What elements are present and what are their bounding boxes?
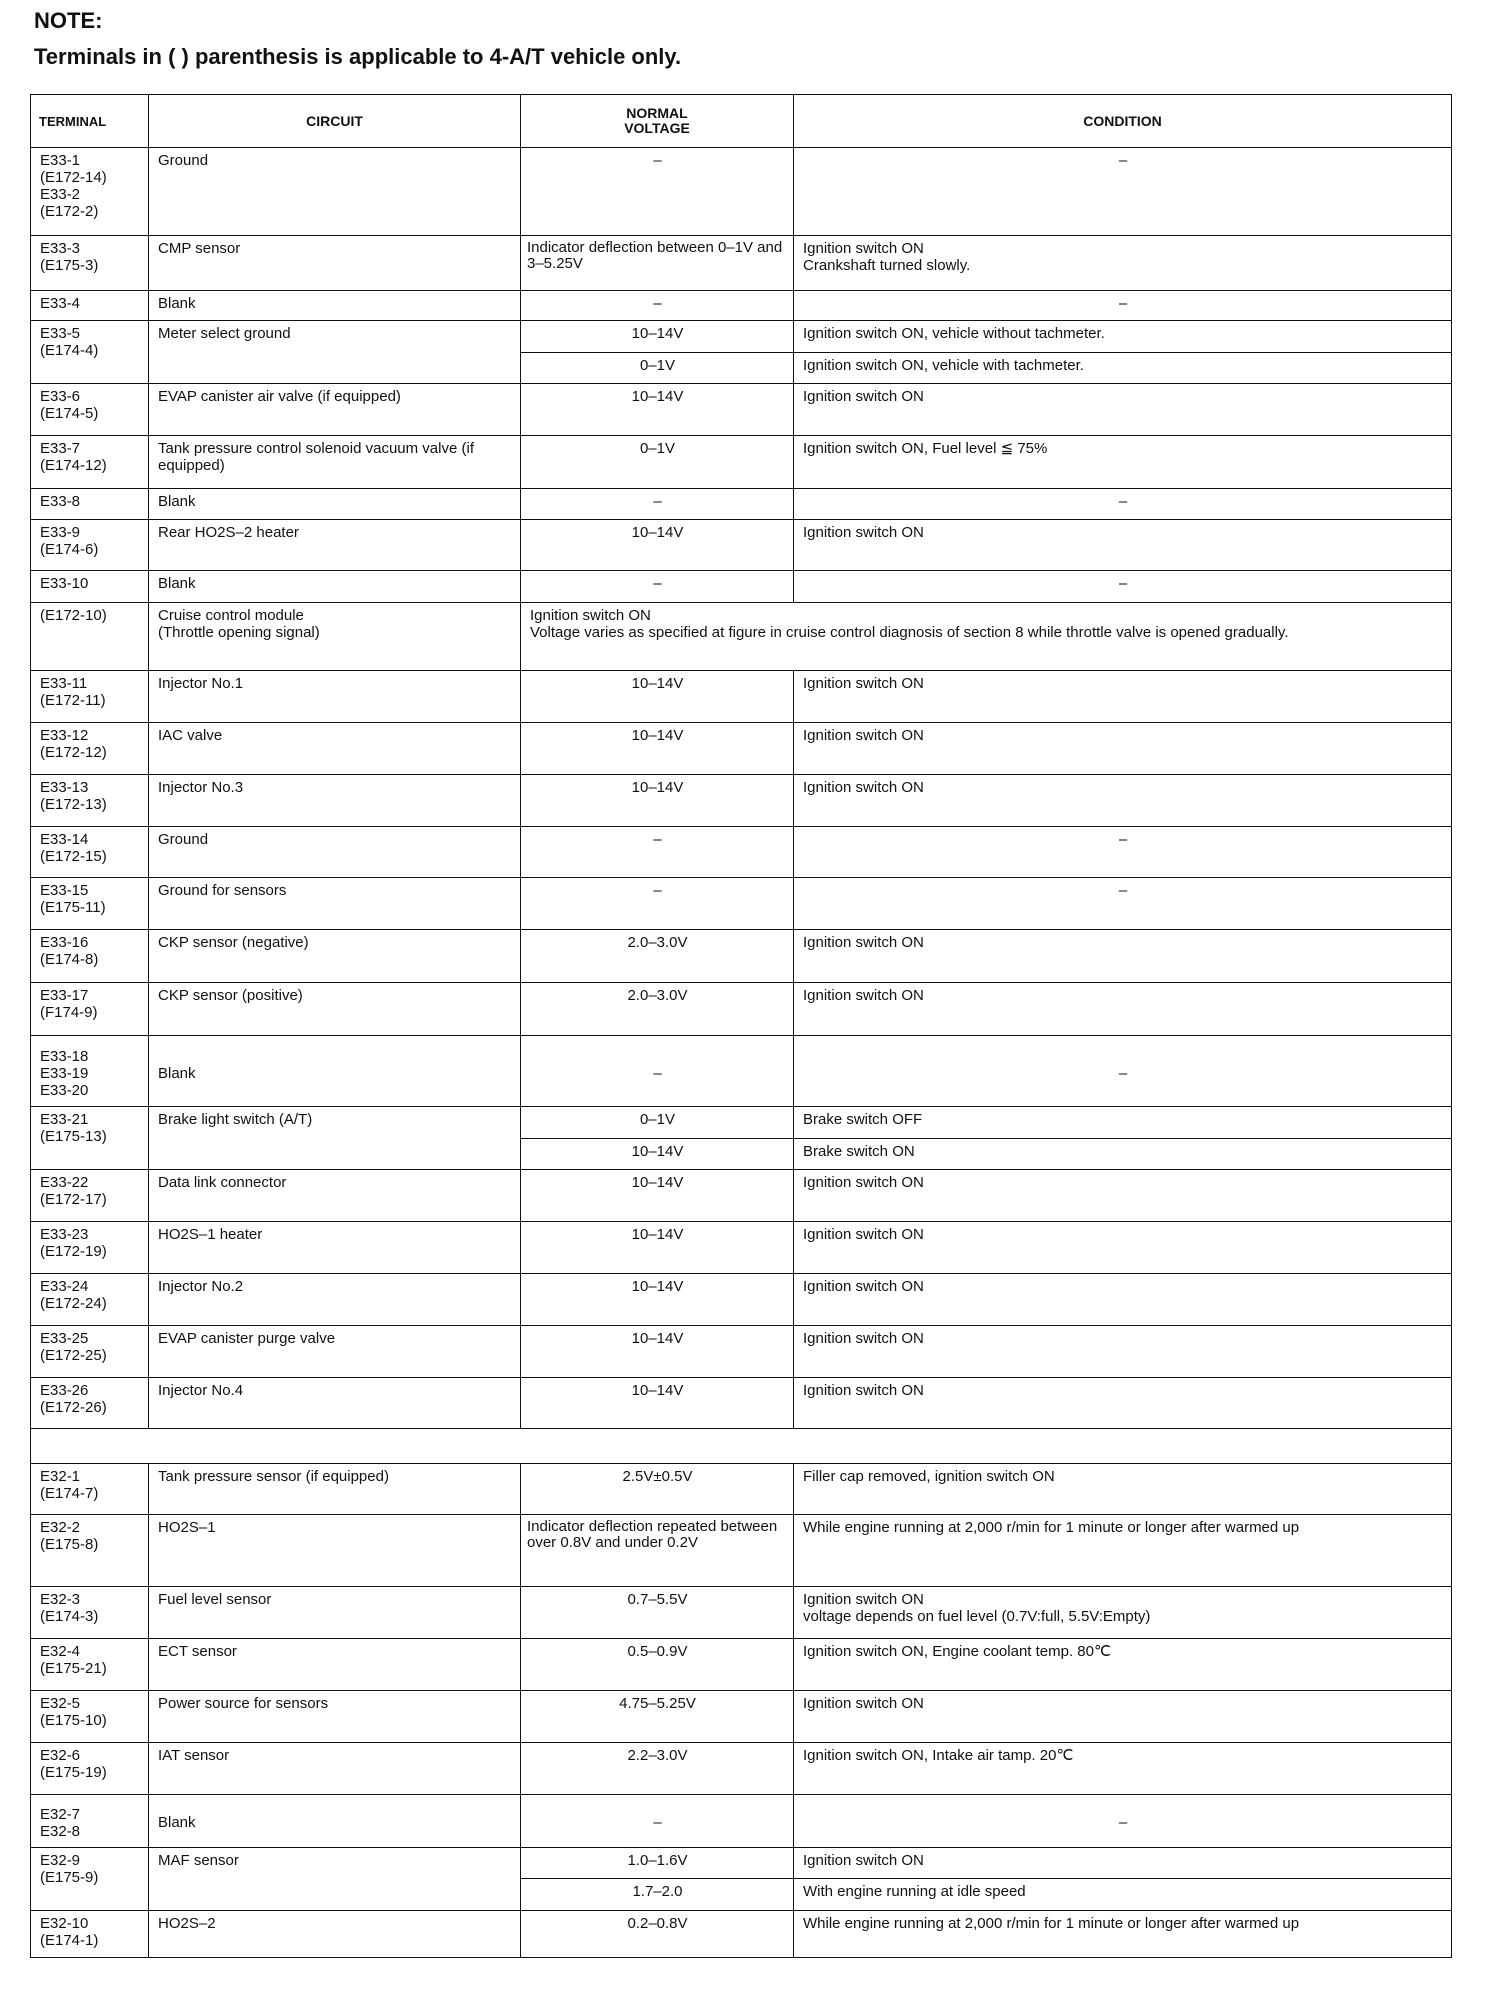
circuit-cell: CKP sensor (negative) xyxy=(149,930,521,983)
table-row xyxy=(31,723,1452,775)
terminal-cell xyxy=(31,1274,149,1326)
terminal-id: E33-2 xyxy=(40,186,81,203)
terminal-cell xyxy=(31,1222,149,1274)
table-row xyxy=(31,1515,1452,1587)
terminal-id: (E172-24) xyxy=(40,1295,107,1313)
terminal-cell xyxy=(31,878,149,930)
circuit-cell: Blank xyxy=(149,1794,521,1847)
terminal-cell xyxy=(31,1910,149,1957)
terminal-cell xyxy=(31,1515,149,1587)
terminal-id: E33-22 xyxy=(40,1174,89,1192)
terminal-cell xyxy=(31,384,149,436)
normal-voltage-cell: 4.75–5.25V xyxy=(521,1691,794,1743)
condition-cell: – xyxy=(794,148,1452,236)
terminal-id: E33-9 xyxy=(40,523,81,541)
note-title: NOTE: xyxy=(34,8,103,33)
condition-cell: – xyxy=(794,571,1452,603)
terminal-cell xyxy=(31,1325,149,1377)
terminal-id: E32-10 xyxy=(40,1914,89,1932)
normal-voltage-cell: 10–14V xyxy=(521,321,794,353)
normal-voltage-cell: 2.0–3.0V xyxy=(521,983,794,1036)
table-row xyxy=(31,1587,1452,1639)
terminal-id: (E172-19) xyxy=(40,1243,107,1261)
normal-voltage-cell: 0.5–0.9V xyxy=(521,1639,794,1691)
table-row xyxy=(31,1691,1452,1743)
terminal-id: E33-8 xyxy=(40,493,81,511)
table-row xyxy=(31,1742,1452,1794)
terminal-id: (E174-12) xyxy=(40,457,107,475)
condition-cell: Filler cap removed, ignition switch ON xyxy=(794,1463,1452,1515)
table-row xyxy=(31,774,1452,826)
normal-voltage-cell: 0–1V xyxy=(521,1107,794,1139)
terminal-cell xyxy=(31,1170,149,1222)
table-row xyxy=(31,1639,1452,1691)
table-row xyxy=(31,1910,1452,1957)
terminal-id: E33-6 xyxy=(40,388,81,406)
terminal-cell xyxy=(31,1587,149,1639)
table-row xyxy=(31,384,1452,436)
condition-cell: With engine running at idle speed xyxy=(794,1879,1452,1911)
condition-cell: Ignition switch ON xyxy=(794,774,1452,826)
terminal-id: (E174-1) xyxy=(40,1931,99,1949)
terminal-id: (E175-10) xyxy=(40,1712,107,1730)
normal-voltage-cell: 10–14V xyxy=(521,723,794,775)
terminal-id: E33-17 xyxy=(40,987,89,1005)
normal-voltage-cell: 0–1V xyxy=(521,352,794,384)
circuit-cell: Cruise control module (Throttle opening signal) xyxy=(149,602,521,670)
terminal-id: (E174-4) xyxy=(40,342,99,360)
table-row xyxy=(31,1463,1452,1515)
normal-voltage-cell: – xyxy=(521,148,794,236)
circuit-cell: EVAP canister purge valve xyxy=(149,1325,521,1377)
terminal-cell xyxy=(31,1107,149,1170)
terminal-id: (E175-13) xyxy=(40,1128,107,1146)
circuit-cell: HO2S–1 heater xyxy=(149,1222,521,1274)
terminal-id: (E172-10) xyxy=(40,606,107,624)
normal-voltage-cell: – xyxy=(521,1036,794,1107)
table-row xyxy=(31,1222,1452,1274)
table-header-row xyxy=(31,95,1452,148)
terminal-table xyxy=(30,94,1452,1958)
terminal-cell xyxy=(31,1377,149,1429)
table-row xyxy=(31,519,1452,571)
condition-cell: – xyxy=(794,878,1452,930)
table-row xyxy=(31,602,1452,670)
circuit-cell: Injector No.2 xyxy=(149,1274,521,1326)
circuit-cell: Injector No.3 xyxy=(149,774,521,826)
normal-voltage-cell: 1.7–2.0 xyxy=(521,1879,794,1911)
normal-voltage-cell: 10–14V xyxy=(521,1222,794,1274)
terminal-id: E32-4 xyxy=(40,1643,81,1661)
terminal-id: E33-25 xyxy=(40,1329,89,1347)
condition-cell: Ignition switch ON, Engine coolant temp. 80℃ xyxy=(794,1639,1452,1691)
terminal-cell xyxy=(31,1639,149,1691)
separator-cell xyxy=(31,1429,1452,1463)
terminal-cell xyxy=(31,930,149,983)
terminal-id: (E172-25) xyxy=(40,1346,107,1364)
circuit-cell: ECT sensor xyxy=(149,1639,521,1691)
circuit-cell: Brake light switch (A/T) xyxy=(149,1107,521,1170)
terminal-id: E33-14 xyxy=(40,830,89,848)
terminal-id: (E172-13) xyxy=(40,795,107,813)
normal-voltage-cell: 10–14V xyxy=(521,1325,794,1377)
condition-cell: Ignition switch ON Crankshaft turned slowly. xyxy=(794,236,1452,290)
condition-cell: Brake switch OFF xyxy=(794,1107,1452,1139)
condition-cell: Ignition switch ON, Intake air tamp. 20℃ xyxy=(794,1742,1452,1794)
condition-cell: Ignition switch ON, vehicle with tachmeter. xyxy=(794,352,1452,384)
circuit-cell: Fuel level sensor xyxy=(149,1587,521,1639)
condition-cell: Ignition switch ON voltage depends on fuel level (0.7V:full, 5.5V:Empty) xyxy=(794,1587,1452,1639)
terminal-id: (E172-12) xyxy=(40,744,107,762)
table-row xyxy=(31,878,1452,930)
terminal-id: (E175-8) xyxy=(40,1536,99,1554)
condition-cell: Ignition switch ON xyxy=(794,519,1452,571)
normal-voltage-cell: – xyxy=(521,878,794,930)
terminal-id: (F174-9) xyxy=(40,1004,98,1022)
normal-voltage-cell: 10–14V xyxy=(521,1377,794,1429)
terminal-id: E33-5 xyxy=(40,325,81,343)
condition-cell: Ignition switch ON xyxy=(794,1691,1452,1743)
terminal-id: E32-3 xyxy=(40,1591,81,1609)
terminal-cell xyxy=(31,1794,149,1847)
terminal-id: E33-10 xyxy=(40,575,89,593)
table-row xyxy=(31,290,1452,320)
terminal-cell xyxy=(31,519,149,571)
terminal-id: (E172-26) xyxy=(40,1398,107,1416)
terminal-id: (E172-17) xyxy=(40,1191,107,1209)
normal-voltage-cell: 0.7–5.5V xyxy=(521,1587,794,1639)
terminal-id: (E172-11) xyxy=(40,692,106,710)
table-row xyxy=(31,1274,1452,1326)
normal-voltage-cell: – xyxy=(521,571,794,603)
circuit-cell: Injector No.4 xyxy=(149,1377,521,1429)
circuit-cell: Ground for sensors xyxy=(149,878,521,930)
terminal-id: (E175-19) xyxy=(40,1763,107,1781)
terminal-id: (E172-14) xyxy=(40,169,107,186)
table-row xyxy=(31,826,1452,878)
terminal-id: E33-3 xyxy=(40,240,81,258)
terminal-cell xyxy=(31,148,149,236)
terminal-id: E33-18 xyxy=(40,1047,89,1065)
circuit-cell: Rear HO2S–2 heater xyxy=(149,519,521,571)
normal-voltage-cell: – xyxy=(521,1794,794,1847)
normal-voltage-cell: 0–1V xyxy=(521,436,794,489)
condition-cell: Ignition switch ON xyxy=(794,671,1452,723)
terminal-id: E32-9 xyxy=(40,1851,81,1869)
terminal-cell xyxy=(31,1847,149,1910)
header-circuit: CIRCUIT xyxy=(149,95,521,148)
circuit-cell: Blank xyxy=(149,290,521,320)
circuit-cell: Ground xyxy=(149,148,521,236)
circuit-cell: Tank pressure control solenoid vacuum valve (if equipped) xyxy=(149,436,521,489)
terminal-id: E33-24 xyxy=(40,1278,89,1296)
header-voltage-line2: VOLTAGE xyxy=(624,120,690,136)
normal-voltage-cell: Indicator deflection between 0–1V and 3–5.25V xyxy=(521,236,794,290)
terminal-id: (E175-3) xyxy=(40,257,99,275)
table-row xyxy=(31,1107,1452,1139)
normal-voltage-cell: – xyxy=(521,489,794,519)
normal-voltage-cell: 10–14V xyxy=(521,671,794,723)
table-row xyxy=(31,1325,1452,1377)
terminal-id: E32-1 xyxy=(40,1467,81,1485)
terminal-cell xyxy=(31,602,149,670)
terminal-cell xyxy=(31,236,149,290)
terminal-id: E33-16 xyxy=(40,934,89,952)
terminal-id: E33-21 xyxy=(40,1111,89,1129)
terminal-id: E33-26 xyxy=(40,1381,89,1399)
terminal-cell xyxy=(31,436,149,489)
table-row xyxy=(31,983,1452,1036)
table-row xyxy=(31,671,1452,723)
header-terminal: TERMINAL xyxy=(31,95,149,148)
normal-voltage-cell: 10–14V xyxy=(521,1170,794,1222)
table-row xyxy=(31,321,1452,353)
normal-voltage-cell: 0.2–0.8V xyxy=(521,1910,794,1957)
table-row xyxy=(31,571,1452,603)
condition-cell: – xyxy=(794,1794,1452,1847)
normal-voltage-cell: 10–14V xyxy=(521,384,794,436)
condition-cell: Ignition switch ON xyxy=(794,1847,1452,1879)
table-row xyxy=(31,1794,1452,1847)
normal-voltage-cell: 1.0–1.6V xyxy=(521,1847,794,1879)
condition-cell: Brake switch ON xyxy=(794,1138,1452,1170)
terminal-id: E32-6 xyxy=(40,1746,81,1764)
condition-cell: – xyxy=(794,1036,1452,1107)
terminal-id: E33-15 xyxy=(40,882,89,900)
circuit-cell: Meter select ground xyxy=(149,321,521,384)
terminal-id: E33-19 xyxy=(40,1064,89,1082)
condition-cell: – xyxy=(794,489,1452,519)
circuit-cell: IAC valve xyxy=(149,723,521,775)
separator-row xyxy=(31,1429,1452,1463)
condition-cell: – xyxy=(794,826,1452,878)
terminal-cell xyxy=(31,983,149,1036)
terminal-id: (E172-2) xyxy=(40,203,99,220)
circuit-cell: IAT sensor xyxy=(149,1742,521,1794)
terminal-cell xyxy=(31,290,149,320)
terminal-cell xyxy=(31,1463,149,1515)
terminal-id: E32-8 xyxy=(40,1822,81,1840)
header-condition: CONDITION xyxy=(794,95,1452,148)
condition-cell: Ignition switch ON xyxy=(794,384,1452,436)
normal-voltage-cell: 10–14V xyxy=(521,519,794,571)
circuit-cell: MAF sensor xyxy=(149,1847,521,1910)
terminal-cell xyxy=(31,571,149,603)
circuit-cell: Blank xyxy=(149,489,521,519)
terminal-id: (E175-11) xyxy=(40,899,106,917)
circuit-cell: HO2S–2 xyxy=(149,1910,521,1957)
terminal-id: (E174-8) xyxy=(40,951,99,969)
terminal-cell xyxy=(31,723,149,775)
table-row xyxy=(31,236,1452,290)
condition-cell: Ignition switch ON xyxy=(794,1377,1452,1429)
terminal-id: E32-7 xyxy=(40,1805,81,1823)
normal-voltage-cell: 10–14V xyxy=(521,774,794,826)
terminal-id: E33-11 xyxy=(40,675,88,693)
terminal-id: (E172-15) xyxy=(40,847,107,865)
voltage-condition-cell: Ignition switch ON Voltage varies as specified at figure in cruise control diagnosis of section 8 while throttle valve is opened gradually. xyxy=(521,602,1452,670)
table-row xyxy=(31,489,1452,519)
condition-cell: While engine running at 2,000 r/min for 1 minute or longer after warmed up xyxy=(794,1515,1452,1587)
table-row xyxy=(31,930,1452,983)
header-voltage-line1: NORMAL xyxy=(626,105,688,121)
terminal-id: E33-13 xyxy=(40,778,89,796)
normal-voltage-cell: – xyxy=(521,826,794,878)
table-row xyxy=(31,1036,1452,1107)
condition-cell: Ignition switch ON xyxy=(794,1222,1452,1274)
condition-cell: Ignition switch ON xyxy=(794,983,1452,1036)
table-row xyxy=(31,1377,1452,1429)
terminal-cell xyxy=(31,489,149,519)
terminal-id: E33-7 xyxy=(40,440,81,458)
header-normal-voltage xyxy=(521,95,794,148)
terminal-cell xyxy=(31,1691,149,1743)
condition-cell: Ignition switch ON xyxy=(794,1325,1452,1377)
terminal-id: (E174-3) xyxy=(40,1608,99,1626)
terminal-id: E32-5 xyxy=(40,1695,81,1713)
table-row xyxy=(31,1847,1452,1879)
normal-voltage-cell: Indicator deflection repeated between over 0.8V and under 0.2V xyxy=(521,1515,794,1587)
normal-voltage-cell: 2.0–3.0V xyxy=(521,930,794,983)
terminal-cell xyxy=(31,826,149,878)
circuit-cell: CKP sensor (positive) xyxy=(149,983,521,1036)
condition-cell: Ignition switch ON xyxy=(794,723,1452,775)
terminal-id: E33-23 xyxy=(40,1226,89,1244)
circuit-cell: CMP sensor xyxy=(149,236,521,290)
condition-cell: Ignition switch ON xyxy=(794,930,1452,983)
circuit-cell: Blank xyxy=(149,571,521,603)
normal-voltage-cell: 10–14V xyxy=(521,1138,794,1170)
normal-voltage-cell: 2.5V±0.5V xyxy=(521,1463,794,1515)
table-row xyxy=(31,1170,1452,1222)
terminal-id: E33-1 xyxy=(40,152,81,169)
circuit-cell: EVAP canister air valve (if equipped) xyxy=(149,384,521,436)
note-text: Terminals in ( ) parenthesis is applicable to 4-A/T vehicle only. xyxy=(34,44,682,69)
circuit-cell: Ground xyxy=(149,826,521,878)
terminal-id: E33-12 xyxy=(40,727,89,745)
condition-cell: Ignition switch ON, vehicle without tachmeter. xyxy=(794,321,1452,353)
circuit-cell: Blank xyxy=(149,1036,521,1107)
circuit-cell: HO2S–1 xyxy=(149,1515,521,1587)
circuit-cell: Data link connector xyxy=(149,1170,521,1222)
terminal-cell xyxy=(31,774,149,826)
terminal-cell xyxy=(31,321,149,384)
circuit-cell: Injector No.1 xyxy=(149,671,521,723)
terminal-cell xyxy=(31,1036,149,1107)
terminal-id: E33-20 xyxy=(40,1081,89,1099)
circuit-cell: Power source for sensors xyxy=(149,1691,521,1743)
terminal-id: (E175-9) xyxy=(40,1868,99,1886)
condition-cell: Ignition switch ON xyxy=(794,1274,1452,1326)
circuit-cell: Tank pressure sensor (if equipped) xyxy=(149,1463,521,1515)
normal-voltage-cell: 10–14V xyxy=(521,1274,794,1326)
terminal-id: (E174-6) xyxy=(40,540,99,558)
table-row xyxy=(31,148,1452,236)
terminal-id: (E175-21) xyxy=(40,1660,107,1678)
normal-voltage-cell: – xyxy=(521,290,794,320)
normal-voltage-cell: 2.2–3.0V xyxy=(521,1742,794,1794)
condition-cell: Ignition switch ON xyxy=(794,1170,1452,1222)
terminal-cell xyxy=(31,1742,149,1794)
terminal-cell xyxy=(31,671,149,723)
terminal-id: E33-4 xyxy=(40,294,81,312)
terminal-id: (E174-7) xyxy=(40,1484,99,1502)
condition-cell: While engine running at 2,000 r/min for 1 minute or longer after warmed up xyxy=(794,1910,1452,1957)
table-row xyxy=(31,436,1452,489)
condition-cell: Ignition switch ON, Fuel level ≦ 75% xyxy=(794,436,1452,489)
terminal-id: (E174-5) xyxy=(40,405,99,423)
terminal-id: E32-2 xyxy=(40,1519,81,1537)
condition-cell: – xyxy=(794,290,1452,320)
